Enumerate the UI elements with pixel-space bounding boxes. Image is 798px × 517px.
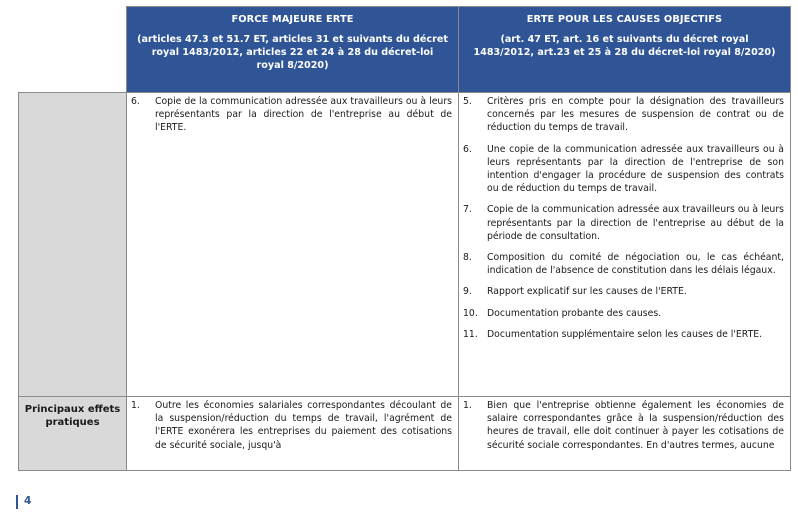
documents-left-cell <box>127 93 459 397</box>
effects-left-cell <box>127 397 459 471</box>
list-item: 8. Composition du comité de négociation ou, le cas échéant, indication de l'absence de constitution dans les délais légaux. <box>463 252 784 277</box>
header-right-cell <box>459 7 791 93</box>
header-blank-cell <box>19 7 127 93</box>
effects-row <box>19 397 791 471</box>
effects-right-cell <box>459 397 791 471</box>
header-right-subtitle: (art. 47 ET, art. 16 et suivants du décret royal 1483/2012, art.23 et 25 à 28 du décret-loi royal 8/2020) <box>473 34 776 58</box>
list-item: 7. Copie de la communication adressée aux travailleurs ou à leurs représentants par la direction de l'entreprise au début de la période de consultation. <box>463 204 784 242</box>
page-number: 4 <box>24 495 32 507</box>
page-number-accent-bar <box>16 495 18 509</box>
documents-row <box>19 93 791 397</box>
list-item: 6. Copie de la communication adressée aux travailleurs ou à leurs représentants par la direction de l'entreprise au début de l'ERTE. <box>131 96 452 134</box>
list-item: 9. Rapport explicatif sur les causes de l'ERTE. <box>463 286 687 298</box>
list-item: 11. Documentation supplémentaire selon les causes de l'ERTE. <box>463 328 763 340</box>
header-left-subtitle: (articles 47.3 et 51.7 ET, articles 31 et suivants du décret royal 1483/2012, articles 22 et 24 à 28 du décret-loi royal 8/2020) <box>137 34 448 71</box>
header-right-title: ERTE POUR LES CAUSES OBJECTIFS <box>526 14 723 25</box>
list-item: 6. Une copie de la communication adressée aux travailleurs ou à leurs représentants par la direction de l'entreprise de son intention d'engager la procédure de suspension des contrats ou de réduction du temps de travail. <box>463 143 784 195</box>
list-item: 1. Outre les économies salariales correspondantes découlant de la suspension/réduction du temps de travail, l'agrément de l'ERTE exonérera les entreprises du paiement des cotisations de sécurité sociale, jusqu'à <box>131 400 452 451</box>
header-left-cell <box>127 7 459 93</box>
documents-right-cell <box>459 93 791 397</box>
effects-row-label: Principaux effets pratiques <box>24 404 121 428</box>
documents-row-label-cell <box>19 93 127 397</box>
list-item: 10. Documentation probante des causes. <box>463 307 662 319</box>
list-item: 5. Critères pris en compte pour la désignation des travailleurs concernés par les mesures de suspension de contrat ou de réduction du temps de travail. <box>463 96 784 134</box>
header-row <box>19 7 791 93</box>
list-item: 1. Bien que l'entreprise obtienne également les économies de salaire correspondantes grâce à la suspension/réduction des heures de travail, elle doit continuer à payer les cotisations de sécurité sociale correspondantes. En d'autres termes, aucune <box>463 400 784 451</box>
comparison-table <box>18 6 791 471</box>
effects-row-label-cell <box>19 397 127 471</box>
header-left-title: FORCE MAJEURE ERTE <box>231 14 354 25</box>
